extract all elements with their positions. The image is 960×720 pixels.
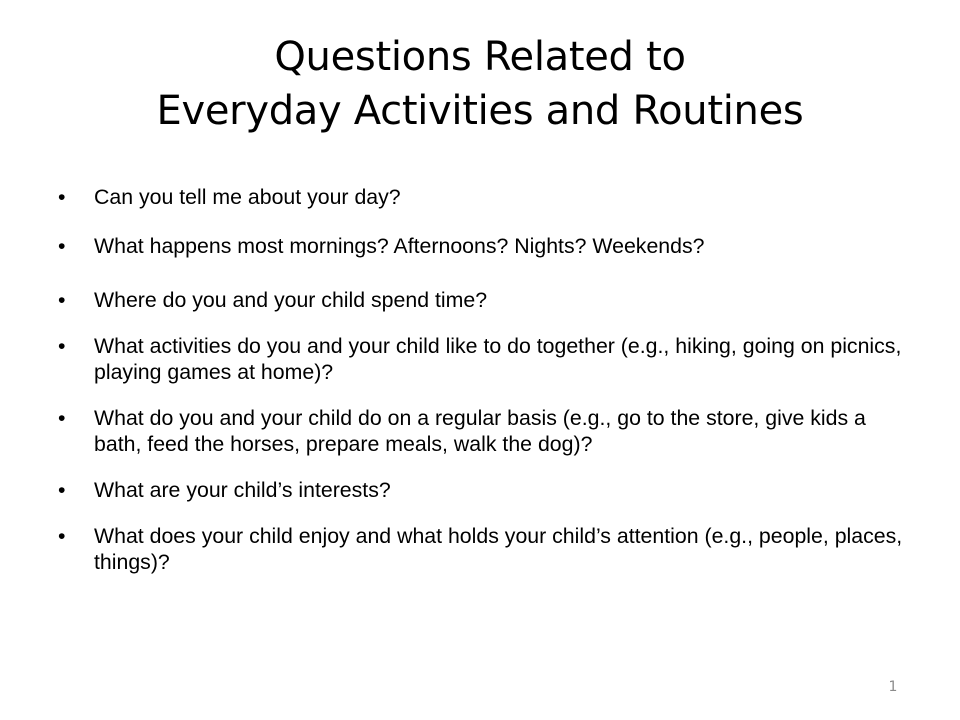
bullet-icon: •: [58, 288, 66, 312]
question-item: [58, 287, 908, 313]
question-item: [58, 405, 908, 457]
slide-number: 1: [888, 679, 898, 695]
question-item: [58, 477, 908, 503]
question-text: What does your child enjoy and what holds your child’s attention (e.g., people, places, things)?: [94, 524, 903, 574]
question-text: What happens most mornings? Afternoons? Nights? Weekends?: [94, 234, 705, 258]
question-item: [58, 523, 908, 575]
question-text: Can you tell me about your day?: [94, 185, 401, 209]
bullet-icon: •: [58, 334, 66, 358]
bullet-icon: •: [58, 524, 66, 548]
bullet-icon: •: [58, 185, 66, 209]
title-line-2: Everyday Activities and Routines: [156, 88, 804, 134]
question-text: What are your child’s interests?: [94, 478, 391, 502]
bullet-icon: •: [58, 406, 66, 430]
question-item: [58, 233, 908, 259]
question-text: What do you and your child do on a regular basis (e.g., go to the store, give kids a bath, feed the horses, prepare meals, walk the dog)?: [94, 406, 866, 456]
question-item: [58, 333, 908, 385]
question-text: What activities do you and your child like to do together (e.g., hiking, going on picnics, playing games at home)?: [94, 334, 902, 384]
title-line-1: Questions Related to: [274, 34, 686, 80]
bullet-icon: •: [58, 234, 66, 258]
question-item: [58, 184, 908, 210]
question-list: [58, 184, 908, 575]
slide-title: [60, 30, 900, 138]
question-text: Where do you and your child spend time?: [94, 288, 488, 312]
bullet-icon: •: [58, 478, 66, 502]
